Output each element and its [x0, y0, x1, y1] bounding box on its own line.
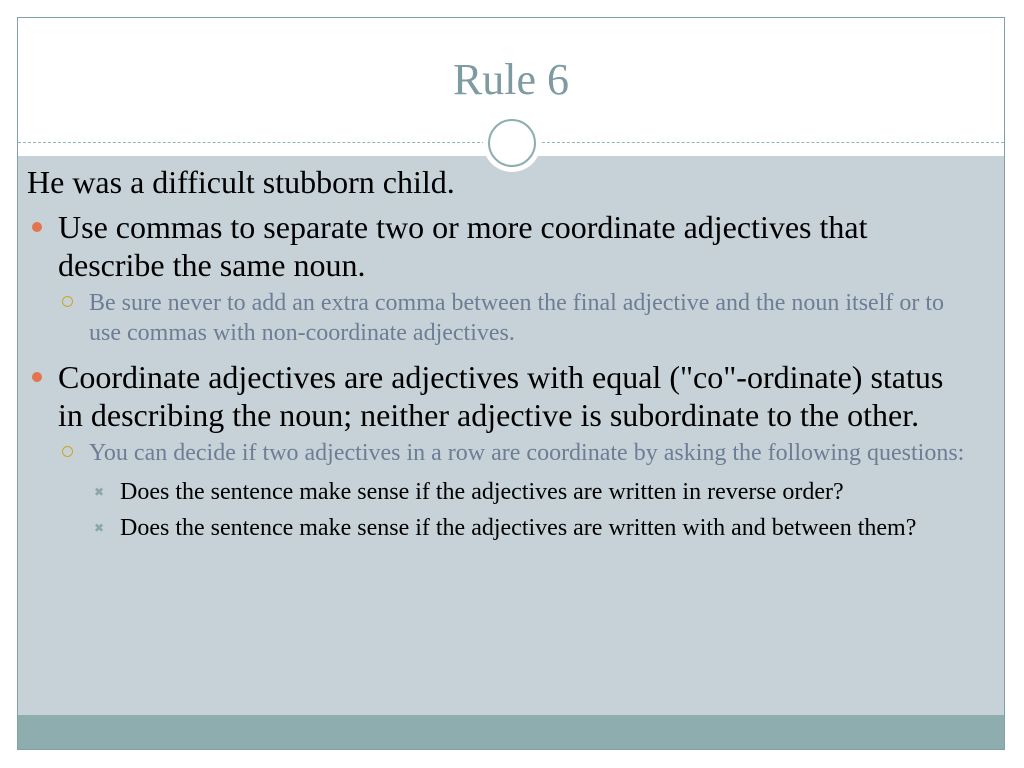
sub-bullet-text: You can decide if two adjectives in a row are coordinate by asking the following questions: [89, 440, 965, 466]
open-circle-icon [62, 296, 73, 307]
question-text: Does the sentence make sense if the adjectives are written in reverse order? [120, 479, 844, 505]
question-item [27, 514, 967, 543]
filled-circle-icon [32, 222, 42, 232]
lead-sentence: He was a difficult stubborn child. [27, 164, 455, 200]
bullet-text: Use commas to separate two or more coordinate adjectives that describe the same noun. [58, 209, 868, 283]
question-text: Does the sentence make sense if the adjectives are written with and between them? [120, 515, 917, 541]
bullet-item [27, 208, 967, 284]
slide-title: Rule 6 [452, 55, 570, 104]
bullet-text: Coordinate adjectives are adjectives with equal ("co"-ordinate) status in describing the noun; neither adjective is subordinate to the other. [58, 359, 944, 433]
slide-body [27, 162, 967, 550]
open-circle-icon [62, 446, 73, 457]
circle-ornament-icon [483, 114, 541, 172]
footer-bar [18, 715, 1004, 750]
bullet-item [27, 358, 967, 434]
x-mark-icon: ✖ [94, 521, 105, 535]
sub-bullet-text: Be sure never to add an extra comma between the final adjective and the noun itself or to use commas with non-coordinate adjectives. [89, 290, 945, 346]
question-item [27, 478, 967, 507]
filled-circle-icon [32, 372, 42, 382]
sub-bullet-item [27, 438, 967, 468]
sub-bullet-item [27, 288, 967, 348]
ornament-ring [488, 119, 536, 167]
x-mark-icon: ✖ [94, 485, 105, 499]
